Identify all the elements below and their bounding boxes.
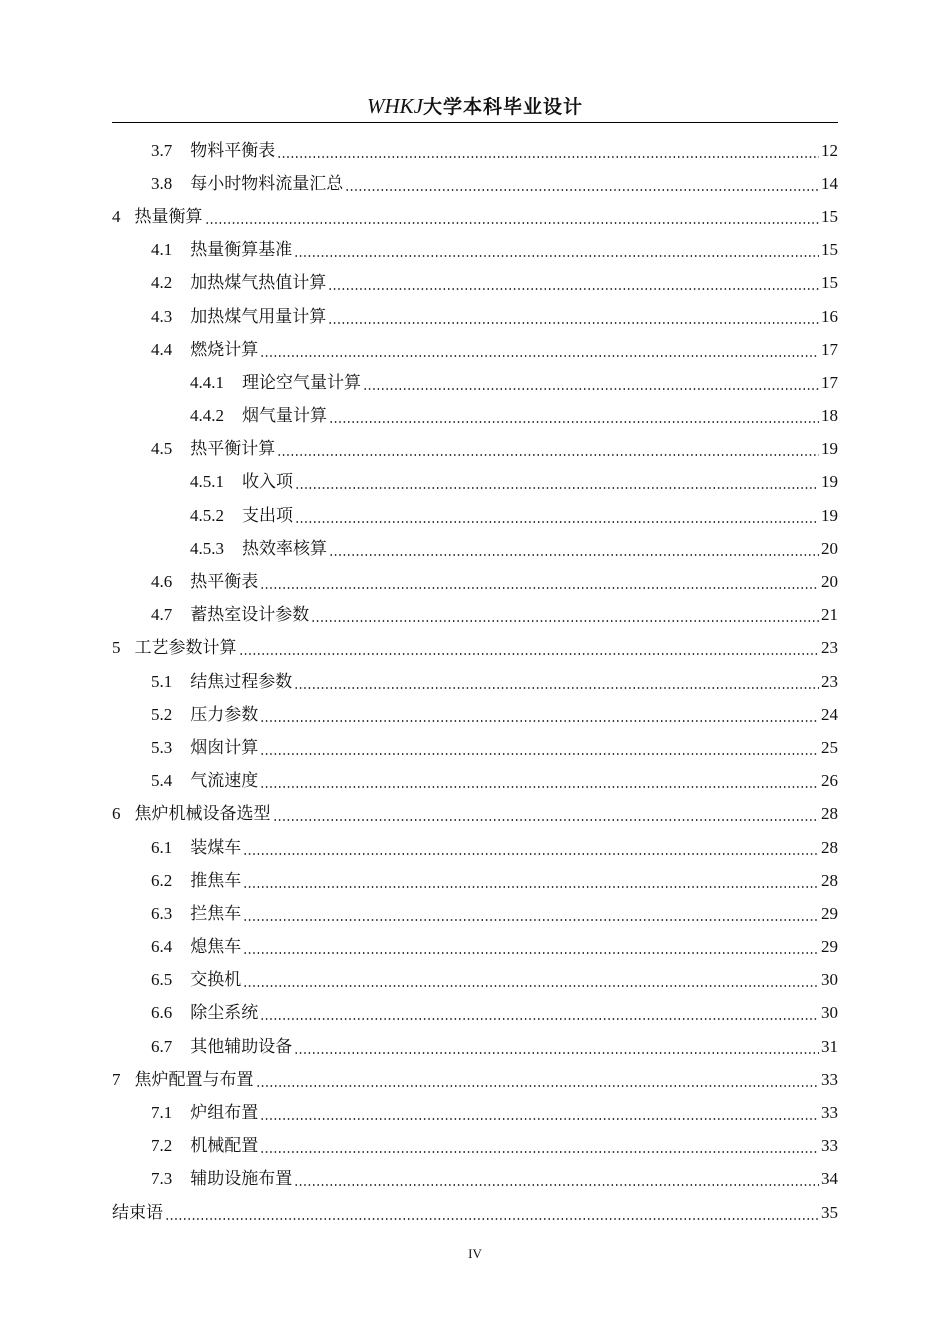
toc-dot-leader — [294, 1184, 819, 1186]
toc-entry-number: 6.2 — [151, 870, 173, 890]
toc-entry-page: 28 — [821, 804, 838, 824]
toc-entry-number: 3.8 — [151, 173, 173, 193]
toc-entry-number: 4.4.1 — [190, 372, 224, 392]
toc-dot-leader — [277, 156, 819, 158]
toc-entry-page: 24 — [821, 704, 838, 724]
toc-entry-page: 33 — [821, 1103, 838, 1123]
toc-entry-page: 28 — [821, 837, 838, 857]
toc-entry-number: 5 — [112, 638, 121, 658]
toc-entry[interactable] — [0, 1096, 950, 1129]
toc-entry-number: 7 — [112, 1069, 121, 1089]
toc-entry-title: 焦炉机械设备选型 — [134, 804, 271, 825]
toc-entry-page: 25 — [821, 737, 838, 757]
toc-entry-page: 12 — [821, 140, 838, 160]
toc-entry-number: 6 — [112, 804, 121, 824]
toc-entry-page: 35 — [821, 1202, 838, 1222]
toc-entry[interactable] — [0, 897, 950, 930]
toc-entry-title: 热效率核算 — [242, 538, 327, 559]
toc-dot-leader — [243, 853, 819, 855]
toc-entry-number: 6.4 — [151, 937, 173, 957]
toc-entry[interactable] — [0, 599, 950, 632]
toc-entry-title: 工艺参数计算 — [134, 638, 237, 659]
toc-entry-title: 蓄热室设计参数 — [190, 605, 310, 626]
toc-entry-title: 焦炉配置与布置 — [134, 1069, 254, 1090]
toc-entry-page: 29 — [821, 903, 838, 923]
toc-entry[interactable] — [0, 300, 950, 333]
toc-entry-page: 23 — [821, 671, 838, 691]
toc-entry-number: 4.5 — [151, 439, 173, 459]
toc-entry-title: 热平衡计算 — [190, 439, 276, 460]
toc-entry-title: 热量衡算 — [134, 206, 203, 227]
toc-entry-title: 燃烧计算 — [190, 339, 259, 360]
toc-dot-leader — [329, 421, 819, 423]
toc-entry-title: 拦焦车 — [190, 903, 242, 924]
toc-entry[interactable] — [0, 400, 950, 433]
toc-entry-title: 烟气量计算 — [242, 406, 327, 427]
toc-entry-page: 34 — [821, 1169, 838, 1189]
toc-dot-leader — [260, 786, 819, 788]
toc-entry-title: 炉组布置 — [190, 1103, 259, 1124]
toc-entry[interactable] — [0, 798, 950, 831]
toc-entry-page: 19 — [821, 472, 838, 492]
toc-entry-number: 3.7 — [151, 140, 173, 160]
toc-entry-number: 7.3 — [151, 1169, 173, 1189]
toc-entry-title: 辅助设施布置 — [190, 1169, 293, 1190]
toc-entry-number: 5.2 — [151, 704, 173, 724]
toc-dot-leader — [205, 222, 820, 224]
toc-dot-leader — [329, 554, 819, 556]
toc-dot-leader — [260, 587, 819, 589]
toc-entry-number: 4.5.2 — [190, 505, 224, 525]
table-of-contents — [0, 134, 950, 1229]
toc-dot-leader — [260, 355, 819, 357]
toc-dot-leader — [243, 952, 819, 954]
toc-entry-number: 4.6 — [151, 572, 173, 592]
toc-entry-number: 6.1 — [151, 837, 173, 857]
toc-entry[interactable] — [0, 267, 950, 300]
toc-dot-leader — [294, 1052, 819, 1054]
toc-entry-page: 18 — [821, 406, 838, 426]
toc-entry-page: 20 — [821, 538, 838, 558]
toc-dot-leader — [260, 1118, 819, 1120]
toc-entry[interactable] — [0, 831, 950, 864]
toc-entry-page: 19 — [821, 505, 838, 525]
page-number: IV — [468, 1246, 482, 1261]
toc-dot-leader — [363, 388, 819, 390]
toc-dot-leader — [239, 653, 820, 655]
toc-entry-page: 16 — [821, 306, 838, 326]
toc-entry-page: 15 — [821, 240, 838, 260]
toc-entry[interactable] — [0, 565, 950, 598]
toc-entry-title: 热量衡算基准 — [190, 240, 293, 261]
toc-entry-title: 交换机 — [190, 970, 242, 991]
toc-entry[interactable] — [0, 1196, 950, 1229]
toc-entry-page: 30 — [821, 970, 838, 990]
toc-entry-number: 7.1 — [151, 1103, 173, 1123]
toc-entry[interactable] — [0, 765, 950, 798]
toc-entry-page: 17 — [821, 339, 838, 359]
toc-entry-number: 6.3 — [151, 903, 173, 923]
toc-entry[interactable] — [0, 466, 950, 499]
toc-entry-page: 31 — [821, 1036, 838, 1056]
toc-dot-leader — [294, 255, 819, 257]
toc-entry[interactable] — [0, 366, 950, 399]
toc-dot-leader — [273, 819, 820, 821]
toc-entry-number: 4 — [112, 206, 121, 226]
toc-entry-number: 6.6 — [151, 1003, 173, 1023]
toc-entry[interactable] — [0, 731, 950, 764]
toc-entry-page: 15 — [821, 206, 838, 226]
toc-entry-title: 结焦过程参数 — [190, 671, 293, 692]
toc-entry-number: 7.2 — [151, 1136, 173, 1156]
toc-dot-leader — [260, 1018, 819, 1020]
toc-entry-page: 33 — [821, 1069, 838, 1089]
toc-entry-title: 加热煤气用量计算 — [190, 306, 327, 327]
toc-entry-number: 4.2 — [151, 273, 173, 293]
toc-entry-number: 6.7 — [151, 1036, 173, 1056]
toc-entry-page: 30 — [821, 1003, 838, 1023]
toc-entry-number: 4.1 — [151, 240, 173, 260]
toc-entry-number: 6.5 — [151, 970, 173, 990]
toc-entry-title: 机械配置 — [190, 1136, 259, 1157]
toc-dot-leader — [345, 189, 819, 191]
toc-entry-title: 结束语 — [112, 1202, 163, 1223]
toc-dot-leader — [260, 1151, 819, 1153]
toc-entry-page: 29 — [821, 937, 838, 957]
toc-entry[interactable] — [0, 1063, 950, 1096]
toc-entry-page: 15 — [821, 273, 838, 293]
toc-dot-leader — [243, 985, 819, 987]
header-title: 大学本科毕业设计 — [422, 96, 583, 118]
toc-entry-page: 20 — [821, 572, 838, 592]
toc-entry[interactable] — [0, 931, 950, 964]
toc-entry-title: 收入项 — [242, 472, 293, 493]
toc-entry[interactable] — [0, 134, 950, 167]
toc-dot-leader — [243, 919, 819, 921]
toc-entry-title: 每小时物料流量汇总 — [190, 173, 344, 194]
toc-entry[interactable] — [0, 1163, 950, 1196]
page-header — [112, 92, 838, 120]
toc-entry-number: 4.7 — [151, 605, 173, 625]
header-school-code: WHKJ — [366, 94, 423, 118]
toc-entry[interactable] — [0, 665, 950, 698]
toc-entry-title: 熄焦车 — [190, 937, 242, 958]
toc-dot-leader — [294, 687, 819, 689]
toc-entry-title: 除尘系统 — [190, 1003, 259, 1024]
toc-dot-leader — [311, 620, 819, 622]
toc-dot-leader — [165, 1218, 819, 1220]
toc-entry-number: 5.1 — [151, 671, 173, 691]
toc-entry-title: 推焦车 — [190, 870, 242, 891]
toc-entry-page: 21 — [821, 605, 838, 625]
toc-dot-leader — [256, 1085, 820, 1087]
toc-entry-title: 压力参数 — [190, 704, 259, 725]
toc-entry[interactable] — [0, 200, 950, 233]
toc-entry[interactable] — [0, 234, 950, 267]
toc-entry-title: 加热煤气热值计算 — [190, 273, 327, 294]
toc-dot-leader — [277, 454, 819, 456]
toc-entry-page: 23 — [821, 638, 838, 658]
header-rule — [112, 122, 838, 123]
toc-entry-page: 14 — [821, 173, 838, 193]
toc-entry-number: 4.4 — [151, 339, 173, 359]
toc-entry-page: 17 — [821, 372, 838, 392]
toc-dot-leader — [328, 288, 819, 290]
toc-entry-number: 5.3 — [151, 737, 173, 757]
toc-entry[interactable] — [0, 333, 950, 366]
toc-entry[interactable] — [0, 997, 950, 1030]
toc-entry[interactable] — [0, 499, 950, 532]
toc-entry[interactable] — [0, 632, 950, 665]
toc-entry-number: 4.5.3 — [190, 538, 224, 558]
toc-dot-leader — [243, 886, 819, 888]
toc-entry[interactable] — [0, 964, 950, 997]
toc-entry-number: 5.4 — [151, 771, 173, 791]
toc-entry-number: 4.4.2 — [190, 406, 224, 426]
toc-entry-title: 支出项 — [242, 505, 293, 526]
toc-entry-page: 28 — [821, 870, 838, 890]
toc-entry[interactable] — [0, 1030, 950, 1063]
toc-entry[interactable] — [0, 1130, 950, 1163]
toc-entry-number: 4.3 — [151, 306, 173, 326]
toc-entry-title: 热平衡表 — [190, 572, 259, 593]
toc-entry-title: 气流速度 — [190, 771, 259, 792]
toc-dot-leader — [295, 487, 819, 489]
toc-entry-title: 物料平衡表 — [190, 140, 276, 161]
toc-dot-leader — [260, 720, 819, 722]
toc-entry[interactable] — [0, 864, 950, 897]
toc-entry[interactable] — [0, 698, 950, 731]
toc-entry-page: 19 — [821, 439, 838, 459]
toc-dot-leader — [295, 521, 819, 523]
toc-dot-leader — [260, 753, 819, 755]
toc-entry[interactable] — [0, 433, 950, 466]
toc-entry-title: 装煤车 — [190, 837, 242, 858]
toc-entry-title: 其他辅助设备 — [190, 1036, 293, 1057]
toc-entry-title: 理论空气量计算 — [242, 372, 361, 393]
toc-entry[interactable] — [0, 532, 950, 565]
toc-entry-page: 26 — [821, 771, 838, 791]
toc-entry-page: 33 — [821, 1136, 838, 1156]
toc-entry-number: 4.5.1 — [190, 472, 224, 492]
toc-entry[interactable] — [0, 167, 950, 200]
toc-entry-title: 烟囱计算 — [190, 737, 259, 758]
toc-dot-leader — [328, 322, 819, 324]
